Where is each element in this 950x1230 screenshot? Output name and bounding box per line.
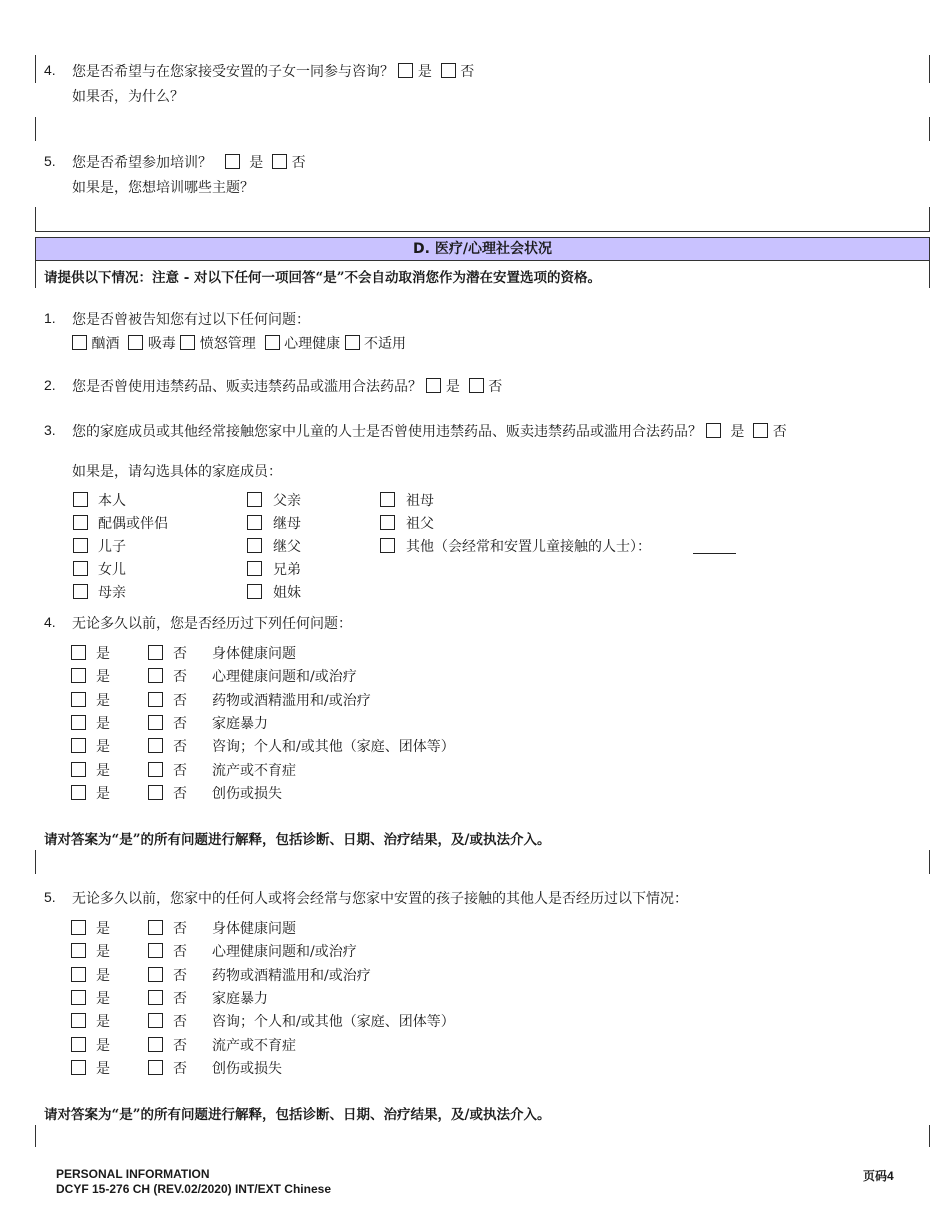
condition-label: 药物或酒精滥用和/或治疗: [212, 968, 371, 984]
question-number: 5.: [44, 153, 56, 169]
no-label: 否: [173, 646, 187, 662]
yes-checkbox[interactable]: [71, 738, 86, 753]
sister-checkbox[interactable]: [247, 584, 262, 599]
brother-checkbox[interactable]: [247, 561, 262, 576]
yes-label: 是: [96, 763, 110, 779]
member-label: 继母: [273, 516, 301, 532]
no-label: 否: [173, 991, 187, 1007]
condition-label: 创伤或损失: [212, 1061, 282, 1077]
no-label: 否: [772, 424, 787, 440]
condition-label: 流产或不育症: [212, 763, 296, 779]
self-checkbox[interactable]: [73, 492, 88, 507]
member-label: 儿子: [98, 539, 126, 555]
section-d-header: D. 医疗/心理社会状况: [35, 237, 930, 261]
condition-label: 咨询；个人和/或其他（家庭、团体等）: [212, 1014, 455, 1030]
yes-checkbox[interactable]: [398, 63, 413, 78]
other-checkbox[interactable]: [380, 538, 395, 553]
explain-instruction: 请对答案为“是”的所有问题进行解释，包括诊断、日期、治疗结果，及/或执法介入。: [44, 1107, 551, 1123]
question-d3: [72, 421, 787, 441]
footer-title: PERSONAL INFORMATION: [56, 1167, 210, 1181]
follow-up-text: 如果是，请勾选具体的家庭成员：: [72, 464, 282, 480]
no-checkbox[interactable]: [469, 378, 484, 393]
yes-label: 是: [96, 693, 110, 709]
question-text: 您是否曾被告知您有过以下任何问题：: [72, 312, 310, 328]
no-checkbox[interactable]: [148, 715, 163, 730]
member-label: 女儿: [98, 562, 126, 578]
question-text: 您的家庭成员或其他经常接触您家中儿童的人士是否曾使用违禁药品、贩卖违禁药品或滥用合法药品？: [72, 424, 702, 440]
question-number: 4.: [44, 62, 56, 78]
no-label: 否: [460, 64, 475, 80]
no-checkbox[interactable]: [148, 668, 163, 683]
member-label: 其他（会经常和安置儿童接触的人士）：: [406, 539, 651, 555]
yes-checkbox[interactable]: [706, 423, 721, 438]
no-checkbox[interactable]: [148, 738, 163, 753]
yes-checkbox[interactable]: [71, 943, 86, 958]
option-label: 酗酒: [91, 336, 120, 352]
yes-checkbox[interactable]: [71, 715, 86, 730]
no-label: 否: [173, 944, 187, 960]
anger-checkbox[interactable]: [180, 335, 195, 350]
question-text: 您是否曾使用违禁药品、贩卖违禁药品或滥用合法药品？: [72, 379, 422, 395]
yes-checkbox[interactable]: [71, 645, 86, 660]
other-blank-line[interactable]: [693, 553, 736, 554]
stepmother-checkbox[interactable]: [247, 515, 262, 530]
condition-label: 药物或酒精滥用和/或治疗: [212, 693, 371, 709]
page-number: 页码4: [863, 1169, 894, 1183]
yes-checkbox[interactable]: [71, 762, 86, 777]
yes-label: 是: [96, 944, 110, 960]
no-label: 否: [173, 669, 187, 685]
no-checkbox[interactable]: [148, 990, 163, 1005]
no-checkbox[interactable]: [148, 1013, 163, 1028]
no-label: 否: [291, 155, 306, 171]
yes-label: 是: [417, 64, 432, 80]
yes-label: 是: [96, 716, 110, 732]
no-checkbox[interactable]: [441, 63, 456, 78]
no-checkbox[interactable]: [148, 920, 163, 935]
question-number: 2.: [44, 377, 56, 393]
question-text: 您是否希望参加培训？: [72, 155, 212, 171]
yes-label: 是: [96, 921, 110, 937]
member-label: 姐妹: [273, 585, 301, 601]
no-checkbox[interactable]: [148, 645, 163, 660]
condition-label: 家庭暴力: [212, 716, 268, 732]
option-label: 不适用: [363, 336, 406, 352]
question-number: 3.: [44, 422, 56, 438]
no-checkbox[interactable]: [148, 1037, 163, 1052]
question-text: 无论多久以前，您家中的任何人或将会经常与您家中安置的孩子接触的其他人是否经历过以下情况：: [72, 891, 688, 907]
no-label: 否: [173, 693, 187, 709]
grandfather-checkbox[interactable]: [380, 515, 395, 530]
yes-checkbox[interactable]: [71, 1060, 86, 1075]
alcohol-checkbox[interactable]: [72, 335, 87, 350]
yes-checkbox[interactable]: [71, 990, 86, 1005]
yes-label: 是: [730, 424, 745, 440]
daughter-checkbox[interactable]: [73, 561, 88, 576]
no-label: 否: [173, 1038, 187, 1054]
no-checkbox[interactable]: [148, 692, 163, 707]
question-number: 4.: [44, 614, 56, 630]
condition-label: 心理健康问题和/或治疗: [212, 669, 357, 685]
member-label: 兄弟: [273, 562, 301, 578]
yes-label: 是: [96, 786, 110, 802]
member-label: 继父: [273, 539, 301, 555]
grandmother-checkbox[interactable]: [380, 492, 395, 507]
member-label: 母亲: [98, 585, 126, 601]
yes-label: 是: [96, 991, 110, 1007]
condition-label: 心理健康问题和/或治疗: [212, 944, 357, 960]
option-label: 愤怒管理: [199, 336, 256, 352]
no-label: 否: [488, 379, 503, 395]
no-label: 否: [173, 921, 187, 937]
no-checkbox[interactable]: [148, 1060, 163, 1075]
question-number: 1.: [44, 310, 56, 326]
mental-health-checkbox[interactable]: [265, 335, 280, 350]
explain-instruction: 请对答案为“是”的所有问题进行解释，包括诊断、日期、治疗结果，及/或执法介入。: [44, 832, 551, 848]
footer-form-id: DCYF 15-276 CH (REV.02/2020) INT/EXT Chinese: [56, 1182, 331, 1196]
yes-checkbox[interactable]: [71, 785, 86, 800]
no-label: 否: [173, 1014, 187, 1030]
option-label: 心理健康: [284, 336, 341, 352]
question-text: 您是否希望与在您家接受安置的子女一同参与咨询？: [72, 64, 394, 80]
question-c4: [72, 61, 474, 81]
follow-up-text: 如果是，您想培训哪些主题？: [72, 180, 254, 196]
member-label: 祖父: [406, 516, 434, 532]
no-label: 否: [173, 786, 187, 802]
father-checkbox[interactable]: [247, 492, 262, 507]
no-checkbox[interactable]: [272, 154, 287, 169]
no-checkbox[interactable]: [753, 423, 768, 438]
yes-checkbox[interactable]: [71, 1037, 86, 1052]
yes-checkbox[interactable]: [426, 378, 441, 393]
not-applicable-checkbox[interactable]: [345, 335, 360, 350]
question-number: 5.: [44, 889, 56, 905]
son-checkbox[interactable]: [73, 538, 88, 553]
yes-checkbox[interactable]: [225, 154, 240, 169]
question-text: 无论多久以前，您是否经历过下列任何问题：: [72, 616, 352, 632]
no-checkbox[interactable]: [148, 785, 163, 800]
member-label: 本人: [98, 493, 126, 509]
yes-label: 是: [96, 1061, 110, 1077]
yes-checkbox[interactable]: [71, 967, 86, 982]
yes-checkbox[interactable]: [71, 668, 86, 683]
no-label: 否: [173, 968, 187, 984]
no-checkbox[interactable]: [148, 943, 163, 958]
question-d2: [72, 376, 502, 396]
condition-label: 创伤或损失: [212, 786, 282, 802]
condition-label: 家庭暴力: [212, 991, 268, 1007]
yes-label: 是: [249, 155, 264, 171]
stepfather-checkbox[interactable]: [247, 538, 262, 553]
no-label: 否: [173, 1061, 187, 1077]
member-label: 祖母: [406, 493, 434, 509]
yes-checkbox[interactable]: [71, 1013, 86, 1028]
yes-checkbox[interactable]: [71, 692, 86, 707]
question-c5: [72, 152, 306, 172]
condition-label: 流产或不育症: [212, 1038, 296, 1054]
no-checkbox[interactable]: [148, 967, 163, 982]
no-label: 否: [173, 763, 187, 779]
yes-label: 是: [96, 1038, 110, 1054]
no-label: 否: [173, 739, 187, 755]
member-label: 配偶或伴侣: [98, 516, 168, 532]
yes-label: 是: [445, 379, 460, 395]
yes-label: 是: [96, 646, 110, 662]
no-label: 否: [173, 716, 187, 732]
no-checkbox[interactable]: [148, 762, 163, 777]
drugs-checkbox[interactable]: [128, 335, 143, 350]
yes-label: 是: [96, 968, 110, 984]
q1-options: [72, 333, 406, 353]
condition-label: 咨询；个人和/或其他（家庭、团体等）: [212, 739, 455, 755]
yes-label: 是: [96, 739, 110, 755]
yes-label: 是: [96, 1014, 110, 1030]
follow-up-text: 如果否，为什么？: [72, 89, 184, 105]
section-d-intro: 请提供以下情况：注意 - 对以下任何一项回答“是”不会自动取消您作为潜在安置选项的资格。: [44, 270, 602, 286]
condition-label: 身体健康问题: [212, 921, 296, 937]
option-label: 吸毒: [147, 336, 176, 352]
condition-label: 身体健康问题: [212, 646, 296, 662]
spouse-checkbox[interactable]: [73, 515, 88, 530]
mother-checkbox[interactable]: [73, 584, 88, 599]
member-label: 父亲: [273, 493, 301, 509]
yes-checkbox[interactable]: [71, 920, 86, 935]
yes-label: 是: [96, 669, 110, 685]
